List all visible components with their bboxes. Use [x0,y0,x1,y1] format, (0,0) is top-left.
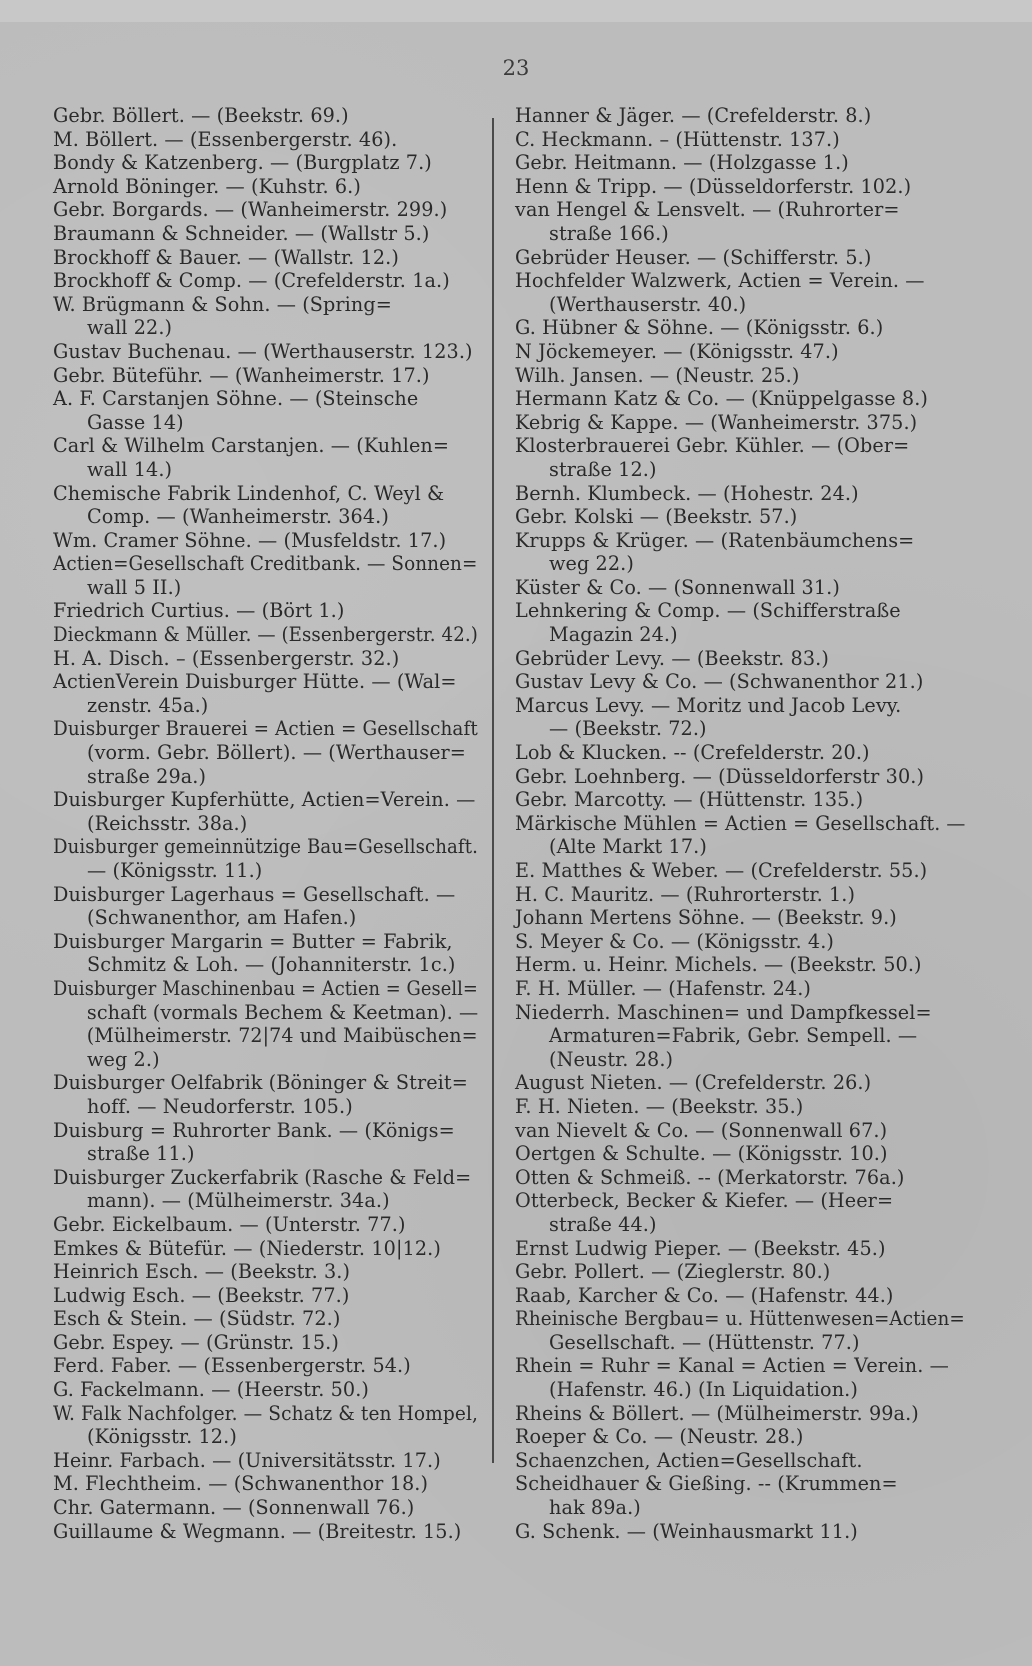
directory-entry [53,1071,478,1118]
entry-line: Gebr. Kolski — (Beekstr. 57.) [515,505,798,529]
directory-entry [515,576,965,600]
entry-line: Gebrüder Levy. — (Beekstr. 83.) [515,646,829,670]
entry-line: Wilh. Jansen. — (Neustr. 25.) [515,363,800,387]
entry-continuation-line: (Alte Markt 17.) [549,835,707,859]
entry-continuation-line: (vorm. Gebr. Böllert). — (Werthauser= [87,741,466,765]
entry-line: Niederrh. Maschinen= und Dampfkessel= [515,1000,932,1024]
entry-line: E. Matthes & Weber. — (Crefelderstr. 55.) [515,859,928,882]
directory-entry [515,599,965,646]
directory-entry [515,175,965,199]
directory-entry [515,1142,965,1166]
entry-continuation-line: (Schwanenthor, am Hafen.) [87,906,357,930]
entry-line: W. Falk Nachfolger. — Schatz & ten Hompel, [53,1401,478,1425]
directory-entry [515,316,965,340]
entry-line: Ludwig Esch. — (Beekstr. 77.) [53,1283,350,1307]
entry-line: Johann Mertens Söhne. — (Beekstr. 9.) [515,906,897,930]
entry-line: Raab, Karcher & Co. — (Hafenstr. 44.) [515,1283,894,1307]
entry-line: Wm. Cramer Söhne. — (Musfeldstr. 17.) [53,528,447,552]
entry-line: Gebr. Böllert. — (Beekstr. 69.) [53,104,349,127]
entry-line: Duisburger Oelfabrik (Böninger & Streit= [53,1071,468,1095]
entry-line: Dieckmann & Müller. — (Essenbergerstr. 42.) [53,623,478,647]
left-column [53,104,478,1543]
directory-entry [515,1425,965,1449]
entry-line: Heinrich Esch. — (Beekstr. 3.) [53,1260,351,1284]
entry-line: Esch & Stein. — (Südstr. 72.) [53,1307,341,1331]
entry-line: W. Brügmann & Sohn. — (Spring= [53,292,392,316]
directory-entry [53,1496,478,1520]
entry-line: Duisburger Lagerhaus = Gesellschaft. — [53,882,456,906]
entry-continuation-line: (Hafenstr. 46.) (In Liquidation.) [549,1378,858,1402]
entry-line: F. H. Nieten. — (Beekstr. 35.) [515,1094,804,1118]
entry-line: van Hengel & Lensvelt. — (Ruhrorter= [515,198,900,222]
entry-line: Gebr. Loehnberg. — (Düsseldorferstr 30.) [515,764,925,788]
directory-entry [53,340,478,364]
entry-continuation-line: straße 12.) [549,457,657,481]
entry-line: Gebr. Eickelbaum. — (Unterstr. 77.) [53,1212,406,1236]
directory-entry [53,222,478,246]
directory-entry [515,434,965,481]
directory-entry [515,246,965,270]
directory-entry [53,1213,478,1237]
directory-entry [53,1472,478,1496]
entry-line: Emkes & Bütefür. — (Niederstr. 10|12.) [53,1236,441,1260]
entry-line: ActienVerein Duisburger Hütte. — (Wal= [53,670,457,694]
directory-entry [53,151,478,175]
entry-line: Rheinische Bergbau= u. Hüttenwesen=Actien= [515,1307,965,1331]
entry-line: Schaenzchen, Actien=Gesellschaft. [515,1448,863,1472]
entry-continuation-line: wall 14.) [87,457,173,481]
entry-line: van Nievelt & Co. — (Sonnenwall 67.) [515,1118,888,1142]
directory-entry [515,387,965,411]
entry-line: A. F. Carstanjen Söhne. — (Steinsche [53,387,419,411]
entry-line: Gustav Buchenau. — (Werthauserstr. 123.) [53,339,473,363]
entry-line: Gebr. Marcotty. — (Hüttenstr. 135.) [515,788,864,812]
entry-line: Duisburg = Ruhrorter Bank. — (Königs= [53,1118,455,1142]
directory-entry [515,505,965,529]
entry-continuation-line: weg 2.) [87,1047,160,1071]
entry-continuation-line: — (Beekstr. 72.) [549,717,707,741]
directory-entry [53,269,478,293]
directory-entry [515,482,965,506]
entry-line: Friedrich Curtius. — (Bört 1.) [53,599,345,623]
entry-line: G. Schenk. — (Weinhausmarkt 11.) [515,1519,858,1543]
entry-line: Duisburger Zuckerfabrik (Rasche & Feld= [53,1165,472,1189]
directory-entry [53,1119,478,1166]
directory-entry [515,859,965,883]
column-divider [492,118,494,1463]
directory-entry [53,529,478,553]
entry-continuation-line: Gesellschaft. — (Hüttenstr. 77.) [549,1330,860,1354]
directory-entry [515,906,965,930]
directory-entry [53,364,478,388]
directory-entry [515,1449,965,1473]
directory-entry [515,812,965,859]
entry-line: Arnold Böninger. — (Kuhstr. 6.) [53,174,361,198]
directory-entry [515,647,965,671]
entry-line: August Nieten. — (Crefelderstr. 26.) [515,1071,872,1095]
directory-entry [515,670,965,694]
entry-line: M. Böllert. — (Essenbergerstr. 46). [53,127,398,151]
directory-entry [53,930,478,977]
entry-line: S. Meyer & Co. — (Königsstr. 4.) [515,929,834,953]
directory-entry [515,1472,965,1519]
entry-line: Henn & Tripp. — (Düsseldorferstr. 102.) [515,174,912,198]
entry-line: Bondy & Katzenberg. — (Burgplatz 7.) [53,151,432,175]
entry-continuation-line: (Königsstr. 12.) [87,1425,237,1449]
entry-line: Hanner & Jäger. — (Crefelderstr. 8.) [515,104,872,127]
directory-entry [53,175,478,199]
directory-entry [515,1260,965,1284]
directory-entry [53,387,478,434]
directory-entry [515,1095,965,1119]
entry-continuation-line: hoff. — Neudorferstr. 105.) [87,1094,353,1118]
entry-line: Rheins & Böllert. — (Mülheimerstr. 99a.) [515,1401,919,1425]
entry-line: Klosterbrauerei Gebr. Kühler. — (Ober= [515,434,910,458]
directory-entry [53,647,478,671]
directory-entry [515,1354,965,1401]
directory-entry [53,104,478,128]
directory-entry [53,293,478,340]
directory-entry [53,128,478,152]
entry-line: H. C. Mauritz. — (Ruhrorterstr. 1.) [515,882,856,906]
entry-continuation-line: wall 22.) [87,316,173,340]
entry-continuation-line: mann). — (Mülheimerstr. 34a.) [87,1189,390,1213]
directory-entry [53,198,478,222]
entry-line: Gebrüder Heuser. — (Schifferstr. 5.) [515,245,872,269]
entry-continuation-line: (Mülheimerstr. 72|74 und Maibüschen= [86,1024,478,1048]
entry-line: F. H. Müller. — (Hafenstr. 24.) [515,976,812,1000]
directory-entry [515,741,965,765]
entry-line: Otterbeck, Becker & Kiefer. — (Heer= [515,1189,894,1213]
directory-entry [515,1001,965,1072]
entry-continuation-line: straße 166.) [549,221,669,245]
entry-line: Scheidhauer & Gießing. -- (Krummen= [515,1472,898,1496]
directory-entry [515,765,965,789]
directory-entry [515,529,965,576]
entry-line: Chemische Fabrik Lindenhof, C. Weyl & [53,481,445,505]
directory-entry [515,1189,965,1236]
entry-line: Oertgen & Schulte. — (Königsstr. 10.) [515,1142,888,1166]
directory-entry [515,788,965,812]
directory-entry [515,198,965,245]
directory-entry [53,1378,478,1402]
entry-line: Hochfelder Walzwerk, Actien = Verein. — [515,269,925,293]
entry-line: Roeper & Co. — (Neustr. 28.) [515,1425,804,1449]
directory-entry [515,1520,965,1544]
entry-line: Heinr. Farbach. — (Universitätsstr. 17.) [53,1448,441,1472]
entry-line: Gebr. Heitmann. — (Holzgasse 1.) [515,151,849,175]
entry-line: Gustav Levy & Co. — (Schwanenthor 21.) [515,670,924,694]
entry-continuation-line: (Werthauserstr. 40.) [549,292,747,316]
entry-continuation-line: straße 11.) [87,1142,195,1166]
entry-continuation-line: (Neustr. 28.) [549,1047,674,1071]
directory-entry [53,717,478,788]
directory-entry [515,411,965,435]
directory-entry [515,364,965,388]
directory-entry [515,977,965,1001]
entry-line: M. Flechtheim. — (Schwanenthor 18.) [53,1472,429,1496]
entry-line: Carl & Wilhelm Carstanjen. — (Kuhlen= [53,434,450,458]
entry-line: Lehnkering & Comp. — (Schifferstraße [515,599,901,623]
entry-line: Duisburger Maschinenbau = Actien = Gesell= [53,976,478,1000]
entry-continuation-line: zenstr. 45a.) [87,693,209,717]
entry-line: Lob & Klucken. -- (Crefelderstr. 20.) [515,741,870,765]
directory-entry [53,482,478,529]
directory-entry [53,599,478,623]
entry-line: Marcus Levy. — Moritz und Jacob Levy. [515,693,902,717]
directory-entry [53,1284,478,1308]
entry-line: H. A. Disch. – (Essenbergerstr. 32.) [53,646,400,670]
entry-line: Gebr. Espey. — (Grünstr. 15.) [53,1330,339,1354]
entry-line: Brockhoff & Comp. — (Crefelderstr. 1a.) [53,269,450,293]
entry-line: Brockhoff & Bauer. — (Wallstr. 12.) [53,245,399,269]
directory-entry [515,883,965,907]
directory-entry [53,1307,478,1331]
directory-entry [515,1402,965,1426]
directory-entry [53,835,478,882]
entry-line: Braumann & Schneider. — (Wallstr 5.) [53,221,430,245]
entry-line: Rhein = Ruhr = Kanal = Actien = Verein. — [515,1354,949,1378]
entry-continuation-line: wall 5 II.) [87,575,182,599]
directory-entry [515,1237,965,1261]
entry-line: Küster & Co. — (Sonnenwall 31.) [515,575,840,599]
entry-line: Guillaume & Wegmann. — (Breitestr. 15.) [53,1519,462,1543]
directory-entry [53,1449,478,1473]
directory-entry [515,953,965,977]
entry-continuation-line: Armaturen=Fabrik, Gebr. Sempell. — [549,1024,918,1048]
directory-entry [515,1119,965,1143]
page-number: 23 [502,56,530,80]
entry-line: Hermann Katz & Co. — (Knüppelgasse 8.) [515,387,929,411]
directory-entry [53,434,478,481]
entry-continuation-line: hak 89a.) [549,1496,641,1520]
entry-continuation-line: schaft (vormals Bechem & Keetman). — [86,1000,479,1024]
entry-line: Otten & Schmeiß. -- (Merkatorstr. 76a.) [515,1165,905,1189]
entry-line: Bernh. Klumbeck. — (Hohestr. 24.) [515,481,859,505]
entry-continuation-line: Schmitz & Loh. — (Johanniterstr. 1c.) [87,953,456,977]
entry-continuation-line: — (Königsstr. 11.) [87,859,263,882]
entry-line: Gebr. Borgards. — (Wanheimerstr. 299.) [53,198,448,222]
directory-entry [515,1284,965,1308]
directory-entry [53,1520,478,1544]
directory-entry [515,269,965,316]
directory-entry [515,930,965,954]
directory-entry [53,883,478,930]
directory-entry [53,1237,478,1261]
entry-continuation-line: Magazin 24.) [549,623,678,647]
entry-line: Gebr. Büteführ. — (Wanheimerstr. 17.) [53,363,430,387]
directory-entry [53,670,478,717]
entry-line: N Jöckemeyer. — (Königsstr. 47.) [515,339,839,363]
entry-continuation-line: (Reichsstr. 38a.) [87,811,248,835]
directory-entry [53,1260,478,1284]
page-top-edge [0,0,1032,22]
entry-continuation-line: Comp. — (Wanheimerstr. 364.) [87,505,389,529]
entry-line: Kebrig & Kappe. — (Wanheimerstr. 375.) [515,410,918,434]
directory-entry [515,1307,965,1354]
directory-entry [515,340,965,364]
entry-line: Märkische Mühlen = Actien = Gesellschaft. — [515,811,966,835]
directory-entry [53,788,478,835]
entry-continuation-line: weg 22.) [549,552,634,576]
entry-line: C. Heckmann. – (Hüttenstr. 137.) [515,127,840,151]
entry-line: Duisburger Kupferhütte, Actien=Verein. — [53,788,476,812]
directory-entry [53,1331,478,1355]
directory-entry [515,1071,965,1095]
directory-entry [53,1354,478,1378]
entry-line: Ferd. Faber. — (Essenbergerstr. 54.) [53,1354,411,1378]
directory-entry [53,552,478,599]
entry-line: G. Hübner & Söhne. — (Königsstr. 6.) [515,316,884,340]
entry-line: Actien=Gesellschaft Creditbank. — Sonnen= [53,552,478,576]
directory-entry [53,1402,478,1449]
directory-entry [515,694,965,741]
entry-line: Chr. Gatermann. — (Sonnenwall 76.) [53,1496,415,1520]
directory-entry [53,623,478,647]
directory-entry [515,151,965,175]
entry-continuation-line: straße 44.) [549,1212,657,1236]
directory-entry [515,1166,965,1190]
directory-entry [515,104,965,128]
entry-continuation-line: Gasse 14) [87,410,184,434]
directory-entry [53,977,478,1071]
directory-entry [515,128,965,152]
entry-line: Duisburger Brauerei = Actien = Gesellschaft [53,717,478,741]
entry-continuation-line: straße 29a.) [87,764,207,788]
entry-line: G. Fackelmann. — (Heerstr. 50.) [53,1378,370,1402]
entry-line: Duisburger Margarin = Butter = Fabrik, [53,929,453,953]
entry-line: Ernst Ludwig Pieper. — (Beekstr. 45.) [515,1236,886,1260]
entry-line: Herm. u. Heinr. Michels. — (Beekstr. 50.) [515,953,922,977]
entry-line: Duisburger gemeinnützige Bau=Gesellschaft. [53,835,478,859]
directory-entry [53,246,478,270]
entry-line: Gebr. Pollert. — (Zieglerstr. 80.) [515,1260,831,1284]
entry-line: Krupps & Krüger. — (Ratenbäumchens= [515,528,915,552]
right-column [515,104,965,1543]
directory-entry [53,1166,478,1213]
